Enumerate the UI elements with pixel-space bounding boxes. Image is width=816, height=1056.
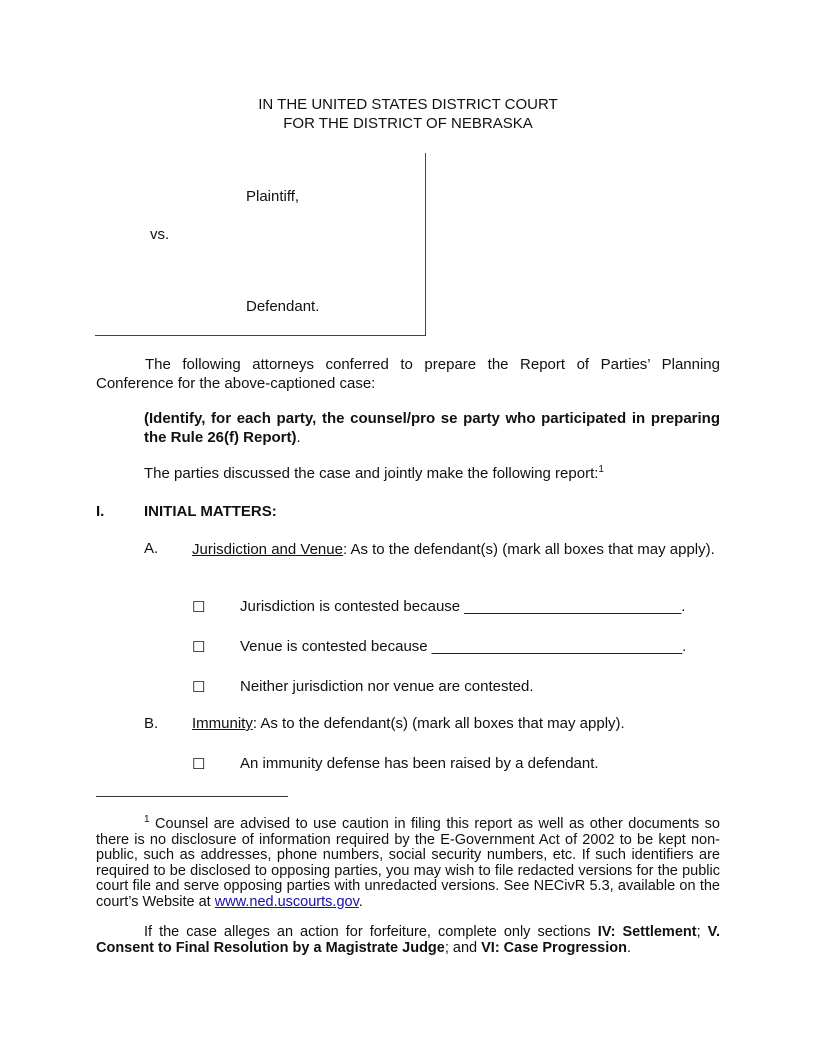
option-jurisdiction-contested: Jurisdiction is contested because __________________________.	[240, 598, 686, 615]
jurisdiction-venue-text: : As to the defendant(s) (mark all boxes that may apply).	[342, 541, 715, 558]
forfeiture-section-v: V. Consent to Final Resolution by a Magistrate Judge	[96, 924, 721, 956]
checkbox-venue-contested[interactable]: ☐	[192, 639, 206, 656]
identify-instruction-bold: (Identify, for each party, the counsel/pro se party who participated in preparing the Rule 26(f) Report)	[144, 410, 720, 446]
identify-instruction-end: .	[296, 429, 301, 446]
forfeiture-sep1: ;	[696, 924, 708, 940]
option-immunity-raised: An immunity defense has been raised by a defendant.	[240, 755, 599, 772]
section-title: INITIAL MATTERS:	[144, 503, 277, 520]
defendant-label: Defendant.	[246, 298, 320, 315]
report-statement	[144, 465, 604, 482]
identify-instruction	[144, 409, 720, 447]
subsection-a-letter: A.	[144, 540, 159, 557]
immunity-heading: Immunity	[192, 715, 253, 732]
subsection-b-letter: B.	[144, 715, 159, 732]
court-district: FOR THE DISTRICT OF NEBRASKA	[283, 115, 533, 132]
forfeiture-section-vi: VI: Case Progression	[481, 939, 627, 956]
footnote-text: Counsel are advised to use caution in filing this report as well as other documents so there is no disclosure of information required by the E-Government Act of 2002 to be kept non-public, such as addresses, phone numbers, social security numbers, etc. If such identifiers are required to be disclosed to opposing parties, you may wish to file redacted versions for the public court file and serve opposing parties with unredacted versions. See NECivR 5.3, available on the court’s Website at	[96, 816, 720, 910]
subsection-b-text	[192, 715, 625, 732]
footnote-ref-1: 1	[598, 464, 604, 475]
option-venue-contested: Venue is contested because ______________________________.	[240, 638, 687, 655]
footnote-marker: 1	[144, 814, 150, 826]
option-neither-contested: Neither jurisdiction nor venue are contested.	[240, 678, 534, 695]
intro-paragraph: The following attorneys conferred to prepare the Report of Parties’ Planning Conference for the above-captioned case:	[96, 356, 720, 392]
subsection-a-text	[192, 540, 720, 559]
jurisdiction-venue-heading: Jurisdiction and Venue	[192, 541, 343, 558]
versus-label: vs.	[150, 226, 170, 243]
forfeiture-sep2: ; and	[444, 939, 482, 956]
forfeiture-section-iv: IV: Settlement	[597, 924, 697, 940]
checkbox-immunity-raised[interactable]: ☐	[192, 756, 206, 773]
forfeiture-pre: If the case alleges an action for forfeiture, complete only sections	[144, 924, 598, 940]
court-header	[0, 95, 816, 133]
checkbox-jurisdiction-contested[interactable]: ☐	[192, 599, 206, 616]
report-statement-text: The parties discussed the case and jointly make the following report:	[144, 465, 599, 482]
footnote-end: .	[358, 893, 363, 910]
court-name: IN THE UNITED STATES DISTRICT COURT	[258, 96, 558, 113]
checkbox-neither-contested[interactable]: ☐	[192, 679, 206, 696]
section-number: I.	[96, 503, 105, 520]
forfeiture-note	[96, 925, 720, 956]
immunity-text: : As to the defendant(s) (mark all boxes that may apply).	[252, 715, 625, 732]
footnote-separator	[96, 796, 288, 797]
court-website-link[interactable]: www.ned.uscourts.gov	[214, 893, 359, 910]
plaintiff-label: Plaintiff,	[246, 188, 300, 205]
footnote-1	[96, 814, 720, 910]
forfeiture-end: .	[626, 939, 632, 956]
